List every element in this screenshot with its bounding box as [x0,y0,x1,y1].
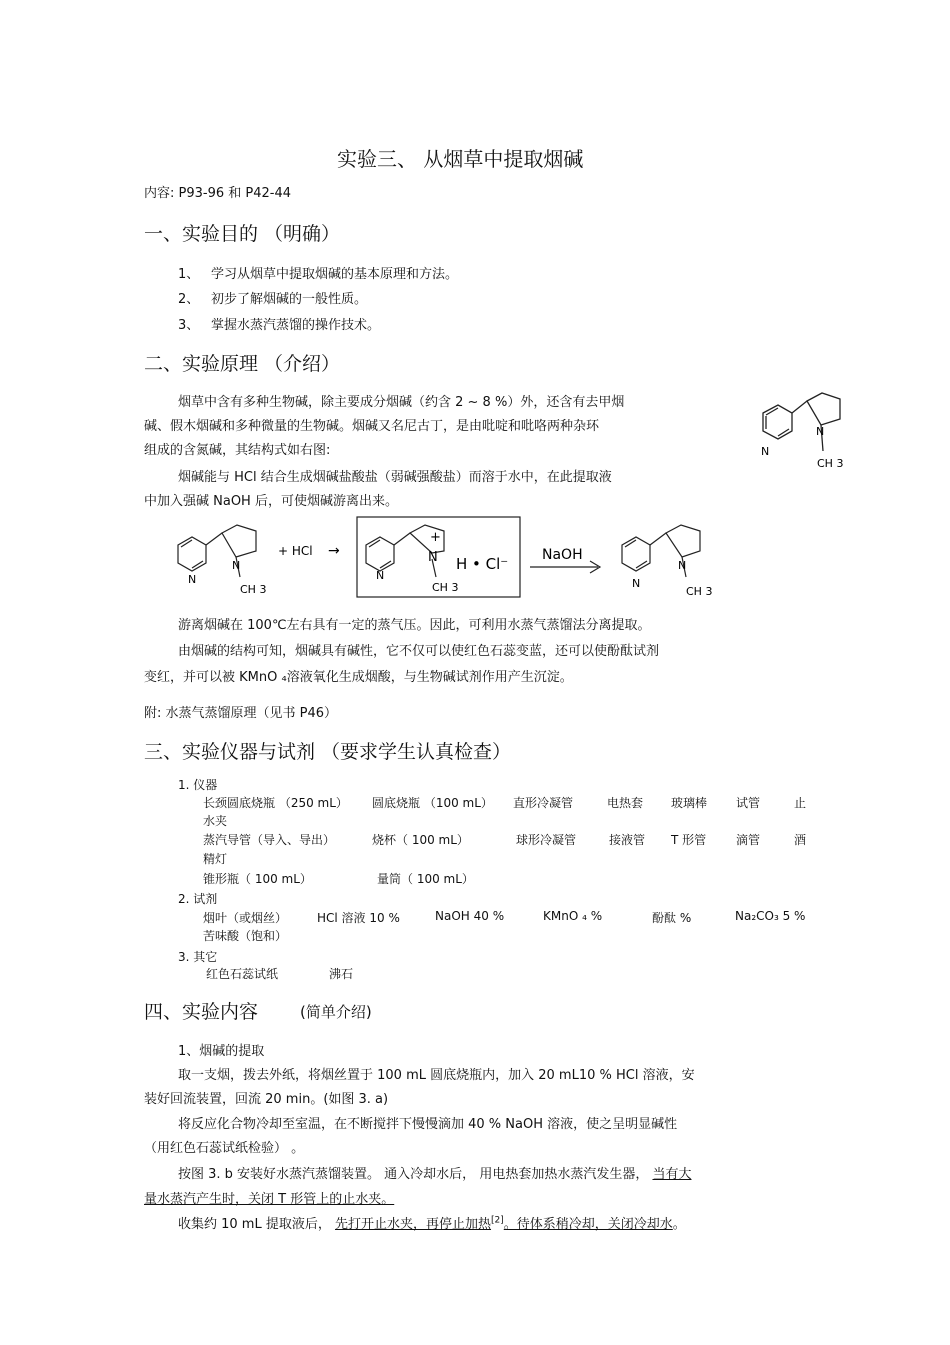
procedure-line [178,1163,691,1182]
other-item: 沸石 [329,967,354,981]
procedure-text-underlined: 先打开止水夹，再停止加热 [335,1217,492,1232]
methyl-label: CH 3 [817,457,844,470]
reagent-hcl: + HCl [278,544,313,558]
reagent-item: KMnO ₄ % [543,909,603,923]
reagent-naoh: NaOH [542,547,583,563]
apparatus-item-wrap: 水夹 [203,814,228,828]
page-title: 实验三、 从烟草中提取烟碱 [337,147,584,171]
footnote-ref: [2] [491,1215,504,1226]
content-reference: 内容: P93-96 和 P42-44 [144,186,292,201]
apparatus-item: T 形管 [671,833,707,847]
apparatus-item: 长颈圆底烧瓶 （250 mL） [203,796,348,810]
nitrogen-label: N [816,425,825,438]
section-heading-apparatus: 三、实验仪器与试剂 （要求学生认真检查） [144,741,512,763]
section-heading-note: (简单介绍) [300,1003,372,1021]
nitrogen-label: N [678,559,687,572]
procedure-line [178,1213,686,1232]
apparatus-item: 电热套 [607,796,644,810]
other-item: 红色石蕊试纸 [206,967,279,981]
reagent-item: 酚酞 % [652,911,692,925]
nitrogen-label: N [188,573,197,586]
apparatus-item: 接液管 [609,833,646,847]
objective-num-1: 1、 [178,267,200,282]
reagent-item: NaOH 40 % [435,909,505,923]
apparatus-item: 滴管 [736,833,761,847]
apparatus-item: 球形冷凝管 [516,833,577,847]
methyl-label: CH 3 [686,585,713,598]
methyl-label: CH 3 [240,583,267,596]
procedure-text: 按图 3. b 安装好水蒸汽蒸馏装置。 通入冷却水后， 用电热套加热水蒸汽发生器， [178,1167,649,1182]
principle-paragraph-line: 中加入强碱 NaOH 后，可使烟碱游离出来。 [144,494,398,509]
procedure-line: 取一支烟，拨去外纸，将烟丝置于 100 mL 圆底烧瓶内，加入 20 mL10 % HCl 溶液，安 [178,1068,695,1083]
principle-paragraph-line: 由烟碱的结构可知，烟碱具有碱性，它不仅可以使红色石蕊变蓝，还可以使酚酞试剂 [178,644,660,659]
reaction-arrow: → [328,543,340,559]
group-label-apparatus: 1. 仪器 [178,778,218,792]
apparatus-item: 止 [794,796,807,810]
nitrogen-label: N [232,559,241,572]
procedure-subheading: 1、烟碱的提取 [178,1044,265,1059]
methyl-label: CH 3 [432,581,459,594]
apparatus-item: 试管 [736,796,761,810]
nitrogen-label: N [632,577,641,590]
nitrogen-label: N [428,550,438,565]
section-heading-principle: 二、实验原理 （介绍） [144,353,341,375]
positive-charge: + [430,530,441,545]
nitrogen-label: N [376,569,385,582]
principle-paragraph-line: 游离烟碱在 100℃左右具有一定的蒸气压。因此，可利用水蒸气蒸馏法分离提取。 [178,618,651,633]
principle-paragraph-line: 变红，并可以被 KMnO ₄溶液氧化生成烟酸，与生物碱试剂作用产生沉淀。 [144,670,573,685]
apparatus-item: 锥形瓶（ 100 mL） [203,872,312,886]
procedure-text: 。 [672,1217,686,1232]
procedure-text-underlined: 。待体系稍冷却，关闭冷却水 [503,1217,673,1232]
apparatus-item: 量筒（ 100 mL） [377,872,474,886]
procedure-text: 收集约 10 mL 提取液后， [178,1217,331,1232]
objective-num-3: 3、 [178,318,200,333]
reagent-item: 烟叶（或烟丝） [203,911,288,925]
group-label-other: 3. 其它 [178,950,218,964]
apparatus-item: 烧杯（ 100 mL） [372,833,469,847]
nitrogen-label: N [761,445,770,458]
apparatus-item: 圆底烧瓶 （100 mL） [372,796,493,810]
objective-text-1: 学习从烟草中提取烟碱的基本原理和方法。 [211,267,459,282]
reagent-item: HCl 溶液 10 % [317,911,400,925]
objective-text-2: 初步了解烟碱的一般性质。 [211,292,368,307]
objective-num-2: 2、 [178,292,200,307]
procedure-line: 装好回流装置，回流 20 min。(如图 3. a) [144,1092,389,1107]
apparatus-item: 酒 [794,833,807,847]
apparatus-item: 蒸汽导管（导入、导出） [203,833,336,847]
reagent-item-wrap: 苦味酸（饱和） [203,929,288,943]
procedure-line: 将反应化合物冷却至室温，在不断搅拌下慢慢滴加 40 % NaOH 溶液，使之呈明显碱性 [178,1117,678,1132]
section-heading-procedure: 四、实验内容 [144,1001,259,1023]
group-label-reagents: 2. 试剂 [178,892,218,906]
salt-label: H • Cl⁻ [456,555,509,573]
principle-paragraph-line: 烟草中含有多种生物碱，除主要成分烟碱（约含 2 ~ 8 %）外，还含有去甲烟 [178,395,625,410]
procedure-text-underlined: 当有大 [652,1167,692,1182]
procedure-line: （用红色石蕊试纸检验） 。 [144,1141,305,1156]
appendix-note: 附: 水蒸气蒸馏原理（见书 P46） [144,706,338,721]
apparatus-item: 直形冷凝管 [513,796,574,810]
principle-paragraph-line: 碱、假木烟碱和多种微量的生物碱。烟碱又名尼古丁，是由吡啶和吡咯两种杂环 [144,419,600,434]
apparatus-item: 玻璃棒 [671,796,708,810]
reagent-item: Na₂CO₃ 5 % [735,909,806,923]
nicotine-structure-diagram [745,385,855,475]
objective-text-3: 掌握水蒸汽蒸馏的操作技术。 [211,318,381,333]
procedure-text-underlined: 量水蒸汽产生时，关闭 T 形管上的止水夹。 [144,1192,395,1207]
apparatus-item-wrap: 精灯 [203,852,228,866]
reaction-scheme-diagram [170,515,730,600]
section-heading-objectives: 一、实验目的 （明确） [144,223,341,245]
principle-paragraph-line: 烟碱能与 HCl 结合生成烟碱盐酸盐（弱碱强酸盐）而溶于水中，在此提取液 [178,470,612,485]
principle-paragraph-line: 组成的含氮碱，其结构式如右图: [144,443,331,458]
